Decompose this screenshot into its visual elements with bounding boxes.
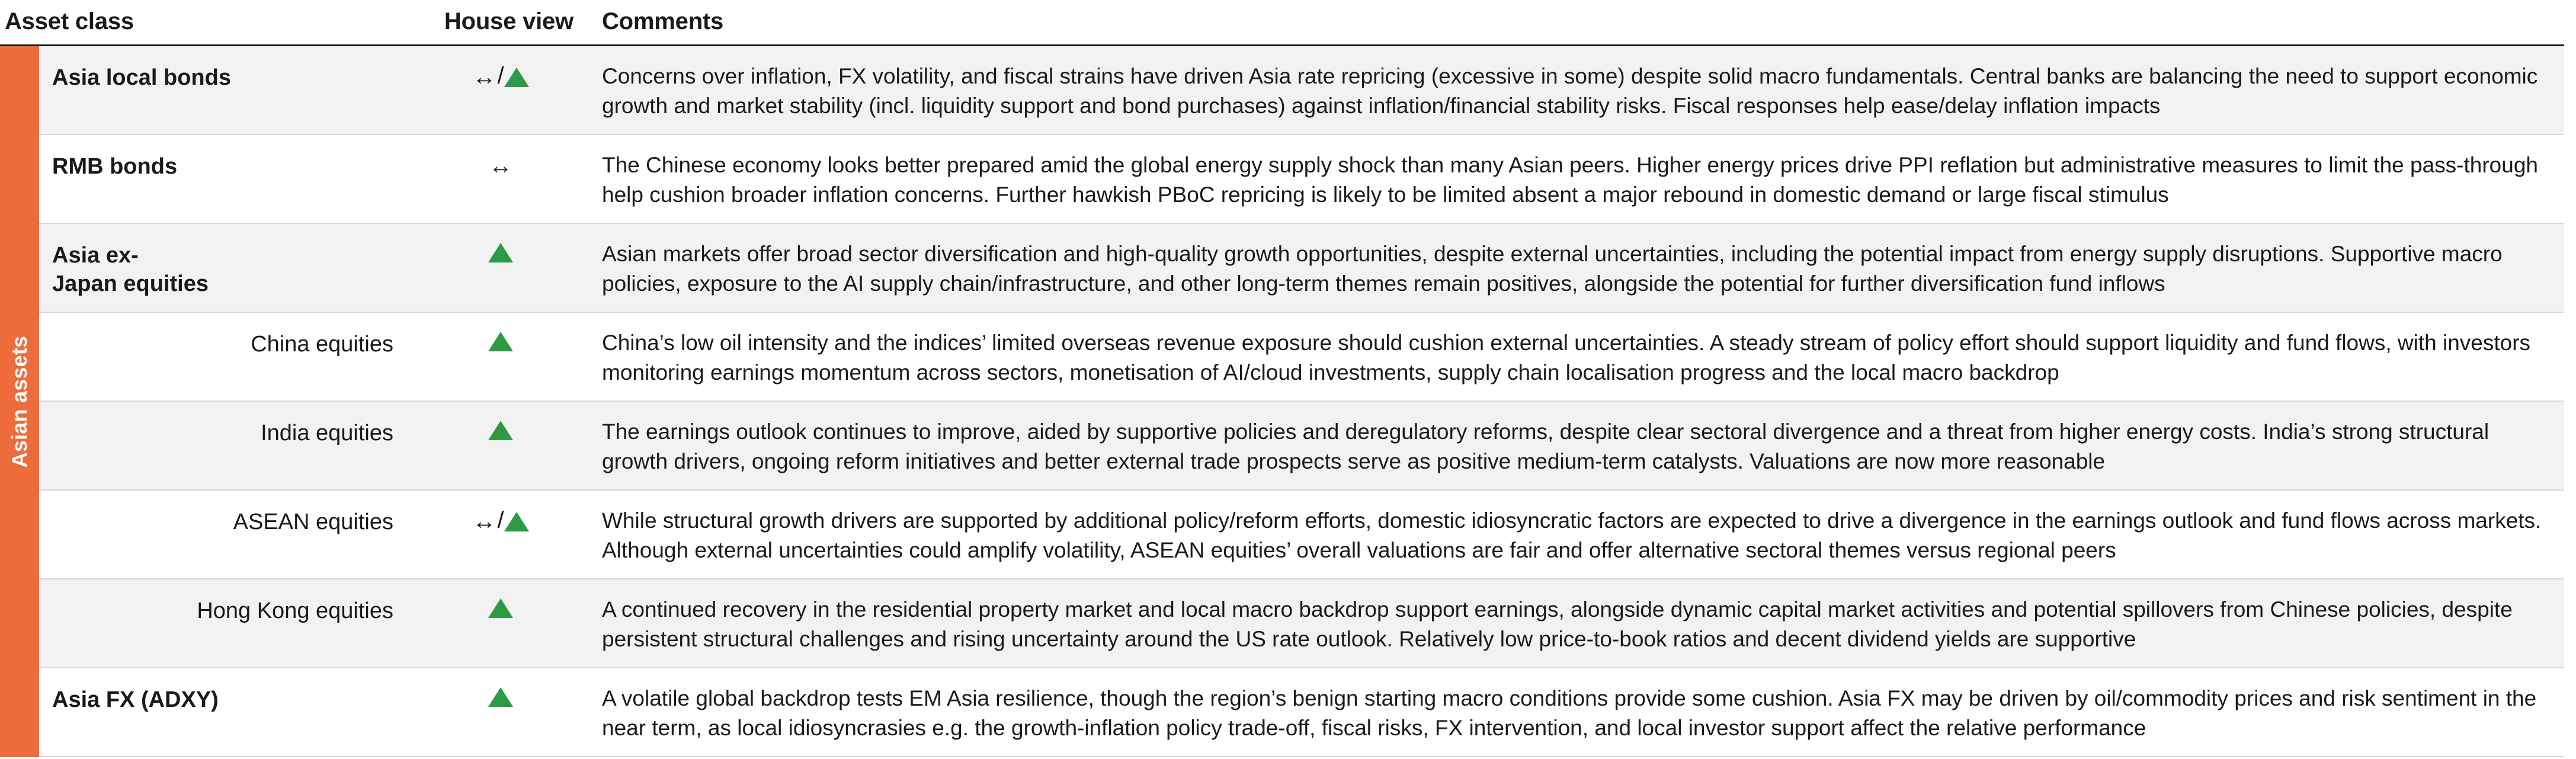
asset-class-cell: India equities (261, 421, 393, 446)
table-row (39, 313, 2564, 402)
house-view-cell (415, 579, 587, 635)
up-arrow-icon (488, 243, 513, 262)
group-band-label: Asian assets (7, 335, 31, 468)
asset-class-cell: Asia ex- Japan equities (52, 243, 209, 296)
asset-class-cell: Asia FX (ADXY) (52, 687, 219, 712)
asset-class-cell: China equities (251, 332, 393, 357)
table-header-row (0, 0, 2564, 46)
comments-cell: The Chinese economy looks better prepared amid the global energy supply shock than many Asian peers. Higher energy prices drive PPI reflation but administrative measures to limit the pass-through help cushion broader inflation concerns. Further hawkish PBoC repricing is likely to be limited absent a major rebound in domestic demand or large fiscal stimulus (602, 153, 2538, 207)
table-row (39, 135, 2564, 224)
column-header-comments: Comments (602, 8, 724, 34)
asset-class-cell: ASEAN equities (233, 510, 393, 534)
slash-separator-icon: / (497, 507, 504, 533)
up-arrow-icon (488, 687, 513, 707)
comments-cell: A volatile global backdrop tests EM Asia resilience, though the region’s benign starting macro conditions provide some cushion. Asia FX may be driven by oil/commodity prices and risk sentiment in the near term, as local idiosyncrasies e.g. the growth-inflation policy trade-off, fiscal risks, FX intervention, and local investor support affect the relative performance (602, 686, 2537, 740)
up-arrow-icon (504, 68, 529, 87)
flat-arrow-icon: ↔ (489, 153, 512, 179)
house-view-symbol-group (488, 419, 513, 439)
asset-class-cell: Asia local bonds (52, 65, 231, 90)
table-row (39, 402, 2564, 491)
asset-class-cell: RMB bonds (52, 154, 178, 179)
up-arrow-icon (504, 512, 529, 531)
table-row (39, 224, 2564, 313)
flat-arrow-icon: ↔ (472, 64, 496, 90)
house-view-cell (415, 402, 587, 457)
table-rows (39, 46, 2564, 757)
column-header-house-view: House view (444, 8, 573, 34)
house-view-cell (415, 491, 587, 546)
house-view-symbol-group (488, 686, 513, 706)
column-header-asset-class: Asset class (5, 8, 134, 34)
table-row (39, 668, 2564, 757)
house-view-symbol-group (488, 242, 513, 261)
up-arrow-icon (488, 598, 513, 618)
house-view-symbol-group (489, 153, 512, 177)
house-view-symbol-group (488, 331, 513, 350)
house-view-cell (415, 224, 587, 279)
comments-cell: Concerns over inflation, FX volatility, and fiscal strains have driven Asia rate repricing (excessive in some) despite solid macro fundamentals. Central banks are balancing the need to support economic growth and market stability (incl. liquidity support and bond purchases) against inflation/financial stability risks. Fiscal responses help ease/delay inflation impacts (602, 64, 2538, 118)
comments-cell: Asian markets offer broad sector diversification and high-quality growth opportunities, despite external uncertainties, including the potential impact from energy supply disruptions. Supportive macro policies, exposure to the AI supply chain/infrastructure, and other long-term themes remain positives, alongside the potential for further diversification fund inflows (602, 242, 2503, 296)
comments-cell: China’s low oil intensity and the indices’ limited overseas revenue exposure should cushion external uncertainties. A steady stream of policy effort should support liquidity and fund flows, with investors monitoring earnings momentum across sectors, monetisation of AI/cloud investments, supply chain localisation progress and the local macro backdrop (602, 331, 2531, 385)
comments-cell: A continued recovery in the residential property market and local macro backdrop support earnings, alongside dynamic capital market activities and potential spillovers from Chinese policies, despite persistent structural challenges and rising uncertainty around the US rate outlook. Relatively low price-to-book ratios and decent dividend yields are supportive (602, 597, 2513, 651)
table-body (0, 46, 2564, 757)
up-arrow-icon (488, 332, 513, 351)
asset-class-cell: Hong Kong equities (197, 598, 393, 623)
table-row (39, 579, 2564, 668)
comments-cell: While structural growth drivers are supported by additional policy/reform efforts, domestic idiosyncratic factors are expected to drive a divergence in the earnings outlook and fund flows across markets. Although external uncertainties could amplify volatility, ASEAN equities’ overall valuations are fair and offer alternative sectoral themes versus regional peers (602, 508, 2542, 562)
table-row (39, 491, 2564, 579)
house-view-cell (415, 135, 587, 190)
house-view-cell (415, 313, 587, 368)
house-view-cell (415, 668, 587, 723)
comments-cell: The earnings outlook continues to improve, aided by supportive policies and deregulatory reforms, despite clear sectoral divergence and a threat from higher energy costs. India’s strong structural growth drivers, ongoing reform initiatives and better external trade prospects serve as positive medium-term catalysts. Valuations are now more reasonable (602, 419, 2490, 473)
house-view-symbol-group (472, 508, 528, 532)
flat-arrow-icon: ↔ (472, 508, 496, 534)
house-view-cell (415, 46, 587, 101)
up-arrow-icon (488, 421, 513, 440)
house-view-symbol-group (488, 597, 513, 617)
slash-separator-icon: / (497, 63, 504, 89)
house-view-symbol-group (472, 64, 528, 88)
table-row (39, 46, 2564, 135)
group-band-asian-assets (0, 46, 39, 757)
